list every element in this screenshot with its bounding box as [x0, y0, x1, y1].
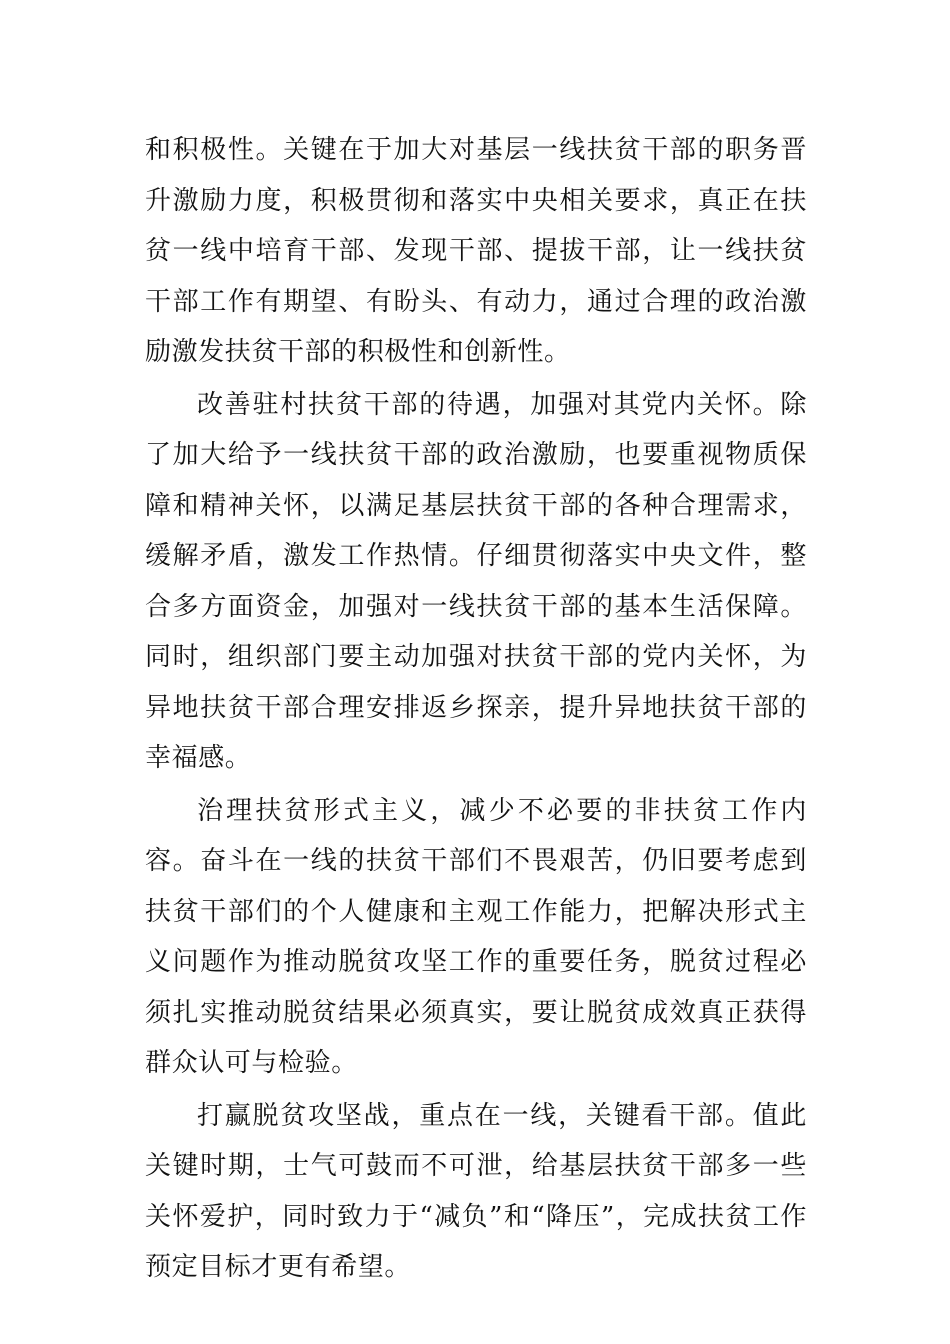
paragraph-conclusion: 打赢脱贫攻坚战，重点在一线，关键看干部。值此关键时期，士气可鼓而不可泄，给基层扶贫干部多一些关怀爱护，同时致力于“减负”和“降压”，完成扶贫工作预定目标才更有希望。 — [145, 1100, 807, 1282]
paragraph-continued: 和积极性。关键在于加大对基层一线扶贫干部的职务晋升激励力度，积极贯彻和落实中央相关要求，真正在扶贫一线中培育干部、发现干部、提拔干部，让一线扶贫干部工作有期望、有盼头、有动力，通过合理的政治激励激发扶贫干部的积极性和创新性。 — [145, 135, 807, 367]
document-body — [145, 125, 807, 1295]
paragraph-formalism: 治理扶贫形式主义，减少不必要的非扶贫工作内容。奋斗在一线的扶贫干部们不畏艰苦，仍旧要考虑到扶贫干部们的个人健康和主观工作能力，把解决形式主义问题作为推动脱贫攻坚工作的重要任务，脱贫过程必须扎实推动脱贫结果必须真实，要让脱贫成效真正获得群众认可与检验。 — [145, 795, 807, 1078]
paragraph-treatment: 改善驻村扶贫干部的待遇，加强对其党内关怀。除了加大给予一线扶贫干部的政治激励，也要重视物质保障和精神关怀，以满足基层扶贫干部的各种合理需求，缓解矛盾，激发工作热情。仔细贯彻落实中央文件，整合多方面资金，加强对一线扶贫干部的基本生活保障。同时，组织部门要主动加强对扶贫干部的党内关怀，为异地扶贫干部合理安排返乡探亲，提升异地扶贫干部的幸福感。 — [145, 389, 807, 773]
